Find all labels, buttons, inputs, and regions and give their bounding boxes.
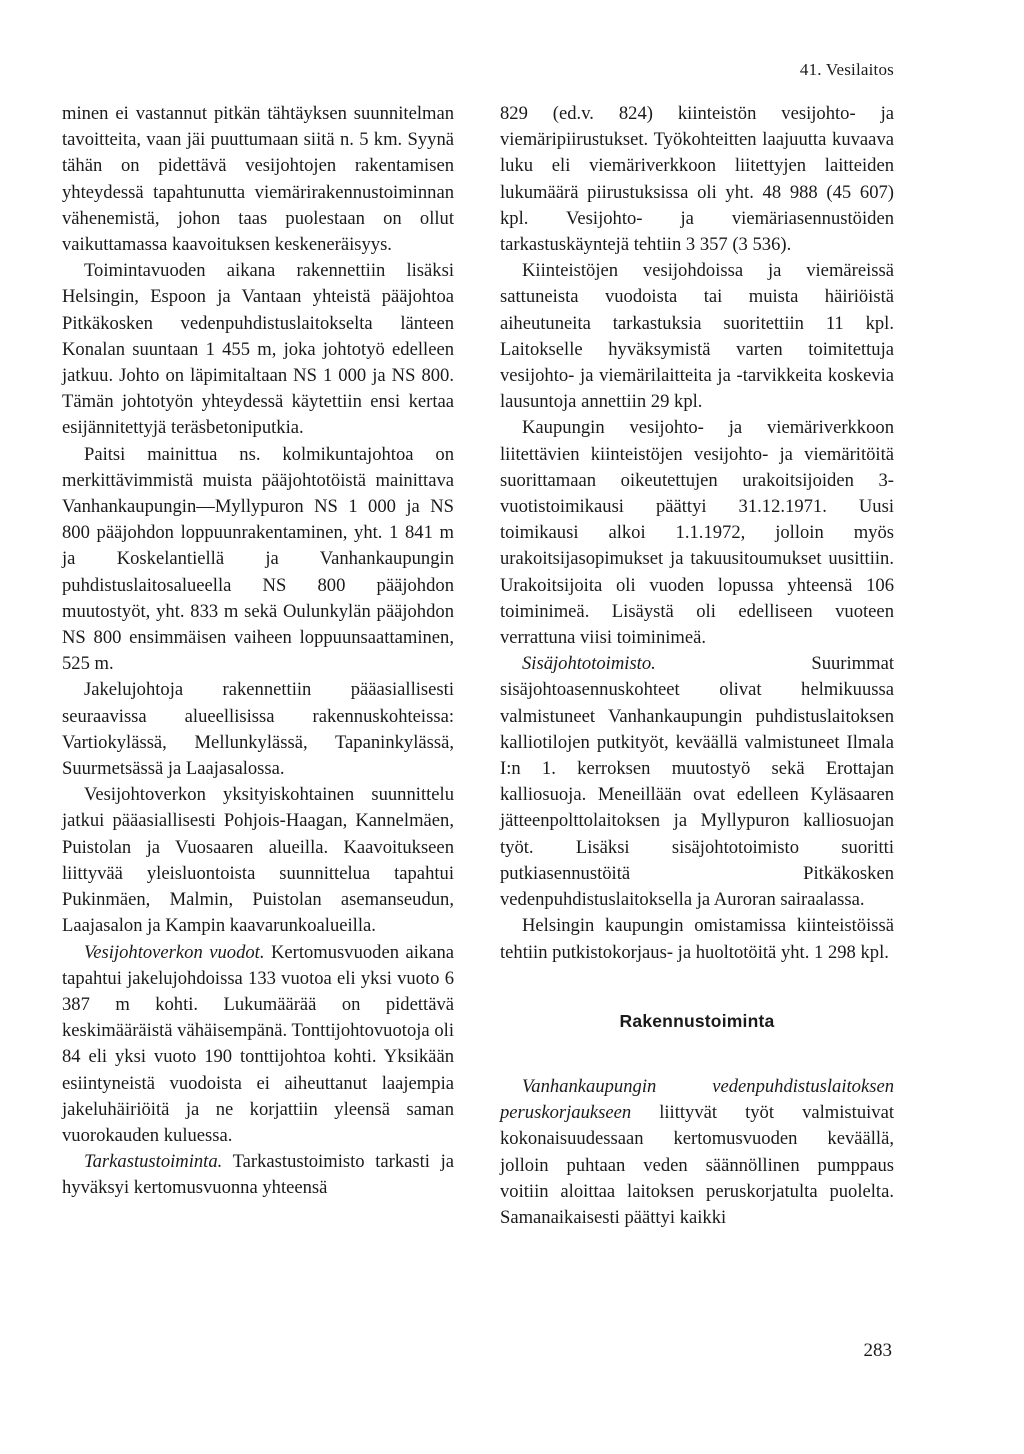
paragraph: minen ei vastannut pitkän tähtäyksen suunnitelman tavoitteita, vaan jäi puuttumaan siitä n. 5 km. Syynä tähän on pidettävä vesijohtojen rakentamisen yhteydessä tapahtunutta viemärirakennustoiminnan vähenemistä, johon taas puolestaan on ollut vaikuttamassa kaavoituksen keskeneräisyys. bbox=[62, 103, 454, 256]
paragraph: Toimintavuoden aikana rakennettiin lisäksi Helsingin, Espoon ja Vantaan yhteistä pääjohtoa Pitkäkosken vedenpuhdistuslaitokselta länteen Konalan suuntaan 1 455 m, joka johtotyö edelleen jatkuu. Johto on läpimitaltaan NS 1 000 ja NS 800. Tämän johtotyön yhteydessä käytettiin ensi kertaa esijännitettyjä teräsbetoniputkia. bbox=[62, 260, 454, 439]
italic-run-in-heading: Vanhankaupungin vedenpuhdistuslaitoksen peruskorjaukseen bbox=[500, 1075, 894, 1124]
section-heading: Rakennustoiminta bbox=[619, 1010, 775, 1031]
paragraph-text: liittyvät työt valmistuivat kokonaisuudessaan kertomusvuoden keväällä, jolloin puhtaan veden säännöllinen pumppaus voitiin aloittaa laitoksen peruskorjatulta puolelta. Samanaikaisesti päättyi kaikki bbox=[500, 1102, 894, 1228]
paragraph: Vesijohtoverkon yksityiskohtainen suunnittelu jatkui pääasiallisesti Pohjois-Haagan, Kannelmäen, Puistolan ja Vuosaaren alueilla. Kaavoitukseen liittyvää yleisluontoista suunnittelua tapahtui Pukinmäen, Malmin, Puistolan asemanseudun, Laajasalon ja Kampin kaavarunkoalueilla. bbox=[62, 784, 454, 937]
italic-run-in-heading: Sisäjohtotoimisto. bbox=[522, 653, 656, 675]
italic-run-in-heading: Tarkastustoiminta. bbox=[84, 1151, 223, 1173]
paragraph: Kiinteistöjen vesijohdoissa ja viemäreissä sattuneista vuodoista tai muista häiriöistä aiheutuneita tarkastuksia suoritettiin 11 kpl. Laitokselle hyväksymistä varten toimitettuja vesijohto- ja viemärilaitteita ja -tarvikkeita koskevia lausuntoja annettiin 29 kpl. bbox=[500, 260, 894, 413]
paragraph: 829 (ed.v. 824) kiinteistön vesijohto- ja viemäripiirustukset. Työkohteitten laajuutta kuvaava luku eli viemäriverkkoon liitettyjen laitteiden lukumäärä piirustuksissa oli yht. 48 988 (45 607) kpl. Vesijohto- ja viemäriasennustöiden tarkastuskäyntejä tehtiin 3 357 (3 536). bbox=[500, 103, 894, 256]
paragraph: Kaupungin vesijohto- ja viemäriverkkoon liitettävien kiinteistöjen vesijohto- ja viemäritöitä suorittamaan oikeutettujen urakoitsijoiden 3-vuotistoimikausi päättyi 31.12.1971. Uusi toimikausi alkoi 1.1.1972, jolloin myös urakoitsijasopimukset ja takuusitoumukset uusittiin. Urakoitsijoita oli vuoden lopussa yhteensä 106 toiminimeä. Lisäystä oli edelliseen vuoteen verrattuna viisi toiminimeä. bbox=[500, 417, 894, 649]
paragraph: Paitsi mainittua ns. kolmikuntajohtoa on merkittävimmistä muista pääjohtotöistä mainittava Vanhankaupungin—Myllypuron NS 1 000 ja NS 800 pääjohdon loppuunrakentaminen, yht. 1 841 m ja Koskelantiellä ja Vanhankaupungin puhdistuslaitosalueella NS 800 pääjohdon muutostyöt, yht. 833 m sekä Oulunkylän pääjohdon NS 800 ensimmäisen vaiheen loppuunsaattaminen, 525 m. bbox=[62, 443, 454, 675]
paragraph-text: Kertomusvuoden aikana tapahtui jakelujohdoissa 133 vuotoa eli yksi vuoto 6 387 m kohti. Lukumäärää on pidettävä keskimääräistä vähäisempänä. Tonttijohtovuotoja oli 84 eli yksi vuoto 190 tonttijohtoa kohti. Yksikään esiintyneistä vuodoista ei aiheuttanut laajempia jakeluhäiriöitä ja ne korjattiin yleensä saman vuorokauden kuluessa. bbox=[62, 941, 454, 1146]
page-number: 283 bbox=[863, 1340, 892, 1361]
paragraph: Helsingin kaupungin omistamissa kiinteistöissä tehtiin putkistokorjaus- ja huoltotöitä yht. 1 298 kpl. bbox=[500, 915, 894, 963]
paragraph: Jakelujohtoja rakennettiin pääasiallisesti seuraavissa alueellisissa rakennuskohteissa: Vartiokylässä, Mellunkylässä, Tapaninkylässä, Suurmetsässä ja Laajasalossa. bbox=[62, 679, 454, 780]
italic-run-in-heading: Vesijohtoverkon vuodot. bbox=[84, 941, 265, 963]
paragraph bbox=[500, 651, 894, 913]
paragraph bbox=[62, 940, 454, 1150]
paragraph bbox=[500, 1074, 894, 1231]
left-column bbox=[62, 101, 454, 1202]
running-head: 41. Vesilaitos bbox=[799, 60, 894, 79]
right-column bbox=[500, 101, 894, 1231]
paragraph-text: Tarkastustoimisto tarkasti ja hyväksyi kertomusvuonna yhteensä bbox=[62, 1151, 454, 1199]
paragraph bbox=[62, 1149, 454, 1201]
paragraph-text: Suurimmat sisäjohtoasennuskohteet olivat helmikuussa valmistuneet Vanhankaupungin puhdistuslaitoksen kalliotilojen putkityöt, keväällä valmistuneet Ilmala I:n 1. kerroksen muutostyö sekä Erottajan kalliosuoja. Meneillään ovat edelleen Kyläsaaren jätteenpolttolaitoksen ja Myllypuron kalliosuojan työt. Lisäksi sisäjohtotoimisto suoritti putkiasennustöitä Pitkäkosken vedenpuhdistuslaitoksella ja Auroran sairaalassa. bbox=[500, 653, 894, 911]
